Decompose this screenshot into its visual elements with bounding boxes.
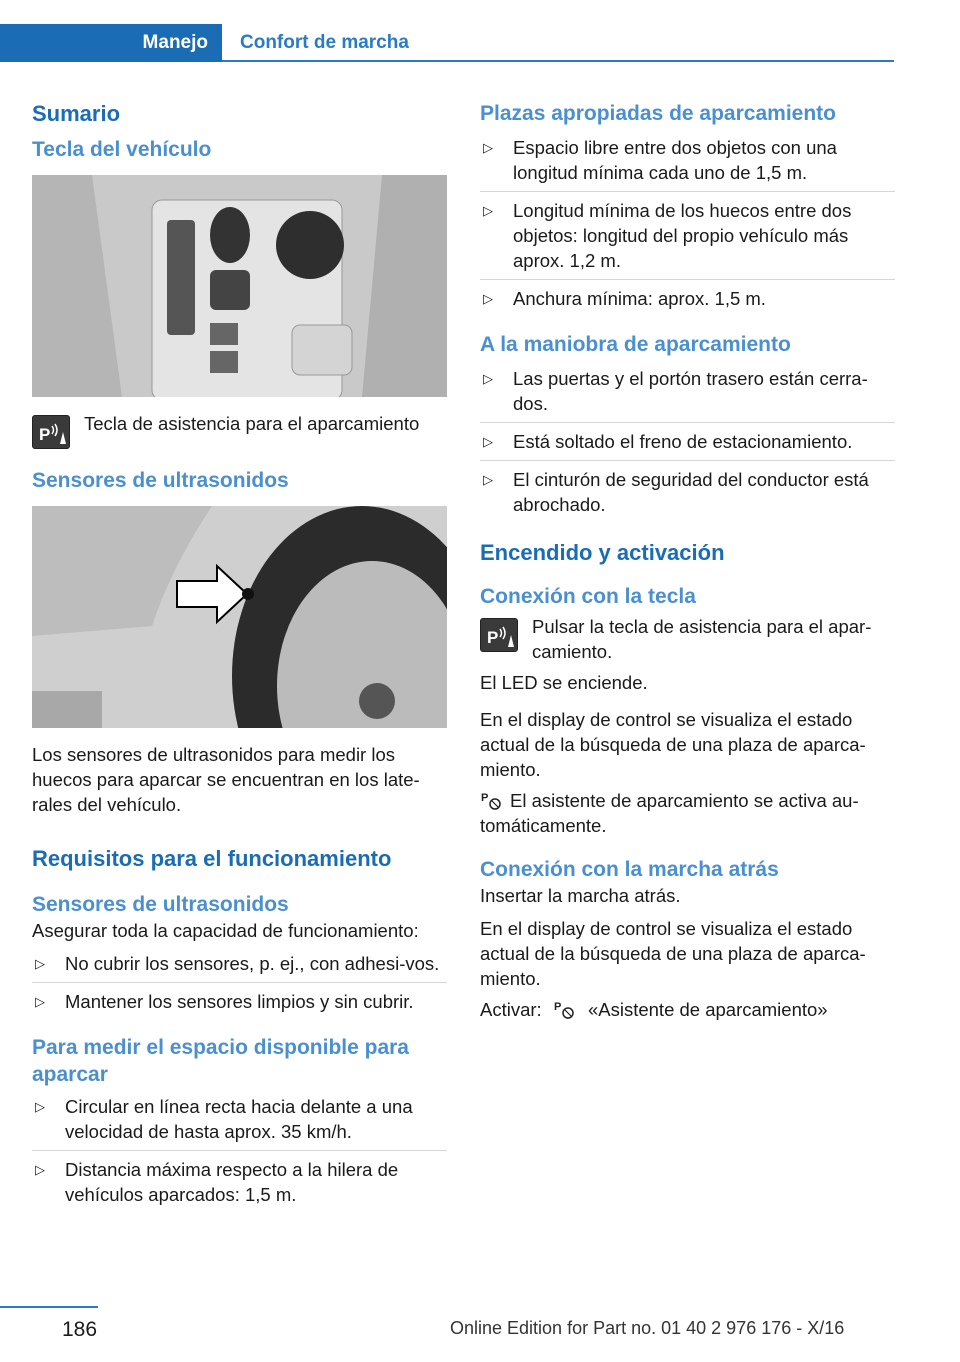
triangle-bullet-icon: ▷ [483,203,493,218]
list-item [480,423,895,461]
edition-footer: Online Edition for Part no. 01 40 2 976 176 - X/16 [450,1318,845,1338]
heading-conexion-marcha: Conexión con la marcha atrás [480,858,779,881]
triangle-bullet-icon: ▷ [483,434,493,449]
parking-assistant-icon [553,998,577,1020]
sensor-list [32,945,447,1020]
heading-maniobra: A la maniobra de aparcamiento [480,333,791,356]
list-item-text: El cinturón de seguridad del conductor está abrochado. [513,469,869,515]
display-text-2: En el display de control se visualiza el estado actual de la búsqueda de una plaza de aparca-miento. [480,918,866,989]
triangle-bullet-icon: ▷ [35,1099,45,1114]
svg-text:P: P [487,628,499,647]
triangle-bullet-icon: ▷ [35,994,45,1009]
heading-encendido: Encendido y activación [480,540,725,565]
pulsar-text: Pulsar la tecla de asistencia para el apar-camiento. [532,616,872,662]
svg-text:P: P [553,1001,562,1013]
heading-medir: Para medir el espacio disponible para aparcar [32,1036,409,1086]
list-item-text: Está soltado el freno de estacionamiento. [513,431,853,452]
heading-sensores-2: Sensores de ultrasonidos [32,893,289,916]
list-item [32,1151,447,1213]
page-number: 186 [62,1318,98,1341]
display-text-1: En el display de control se visualiza el estado actual de la búsqueda de una plaza de aparca-miento. [480,709,866,780]
list-item [480,280,895,317]
plazas-list [480,129,895,317]
led-text: El LED se enciende. [480,672,648,693]
asistente-text: El asistente de aparcamiento se activa au-tomáticamente. [480,790,859,836]
heading-tecla-vehiculo: Tecla del vehículo [32,138,212,161]
list-item [32,945,447,983]
asegurar-text: Asegurar toda la capacidad de funcionamiento: [32,920,419,941]
activar-row [480,997,895,1022]
list-item-text: Distancia máxima respecto a la hilera de vehículos aparcados: 1,5 m. [65,1159,399,1205]
asistente-row [480,788,895,838]
button-caption: Tecla de asistencia para el aparcamiento [84,413,420,434]
list-item [480,129,895,192]
list-item-text: Anchura mínima: aprox. 1,5 m. [513,288,766,309]
triangle-bullet-icon: ▷ [483,140,493,155]
console-photo [32,175,447,397]
page-number-rule [0,1306,98,1308]
triangle-bullet-icon: ▷ [483,371,493,386]
heading-plazas: Plazas apropiadas de aparcamiento [480,102,836,125]
triangle-bullet-icon: ▷ [483,472,493,487]
insertar-text: Insertar la marcha atrás. [480,885,681,906]
maniobra-list [480,360,895,523]
right-column [480,100,895,1030]
list-item [480,360,895,423]
triangle-bullet-icon: ▷ [35,956,45,971]
list-item-text: Mantener los sensores limpios y sin cubrir. [65,991,414,1012]
list-item [32,983,447,1020]
left-column [32,100,447,1223]
svg-text:P: P [39,425,51,444]
pulsar-row [480,614,895,664]
heading-sumario: Sumario [32,101,121,126]
section-tab: Confort de marcha [240,32,409,53]
activar-value: «Asistente de aparcamiento» [587,999,828,1020]
parking-assistant-icon [32,415,70,449]
list-item [480,461,895,523]
activar-label: Activar: [480,999,542,1020]
heading-requisitos: Requisitos para el funcionamiento [32,846,392,871]
triangle-bullet-icon: ▷ [483,291,493,306]
list-item [480,192,895,280]
sensor-photo [32,506,447,728]
parking-button-row [32,411,447,451]
sensores-text: Los sensores de ultrasonidos para medir los huecos para aparcar se encuentran en los late-rales del vehículo. [32,744,420,815]
chapter-tab: Manejo [0,24,222,62]
list-item-text: Las puertas y el portón trasero están cerra-dos. [513,368,868,414]
parking-assistant-icon [480,618,518,652]
medir-list [32,1088,447,1213]
list-item [32,1088,447,1151]
list-item-text: Circular en línea recta hacia delante a una velocidad de hasta aprox. 35 km/h. [65,1096,413,1142]
triangle-bullet-icon: ▷ [35,1162,45,1177]
svg-text:P: P [481,792,489,804]
heading-sensores: Sensores de ultrasonidos [32,469,289,492]
list-item-text: No cubrir los sensores, p. ej., con adhesi-vos. [65,953,440,974]
list-item-text: Longitud mínima de los huecos entre dos objetos: longitud del propio vehículo más aprox. 1,2 m. [513,200,852,271]
header-rule [222,60,894,62]
parking-assistant-icon [480,789,504,811]
heading-conexion-tecla: Conexión con la tecla [480,585,696,608]
list-item-text: Espacio libre entre dos objetos con una longitud mínima cada uno de 1,5 m. [513,137,837,183]
